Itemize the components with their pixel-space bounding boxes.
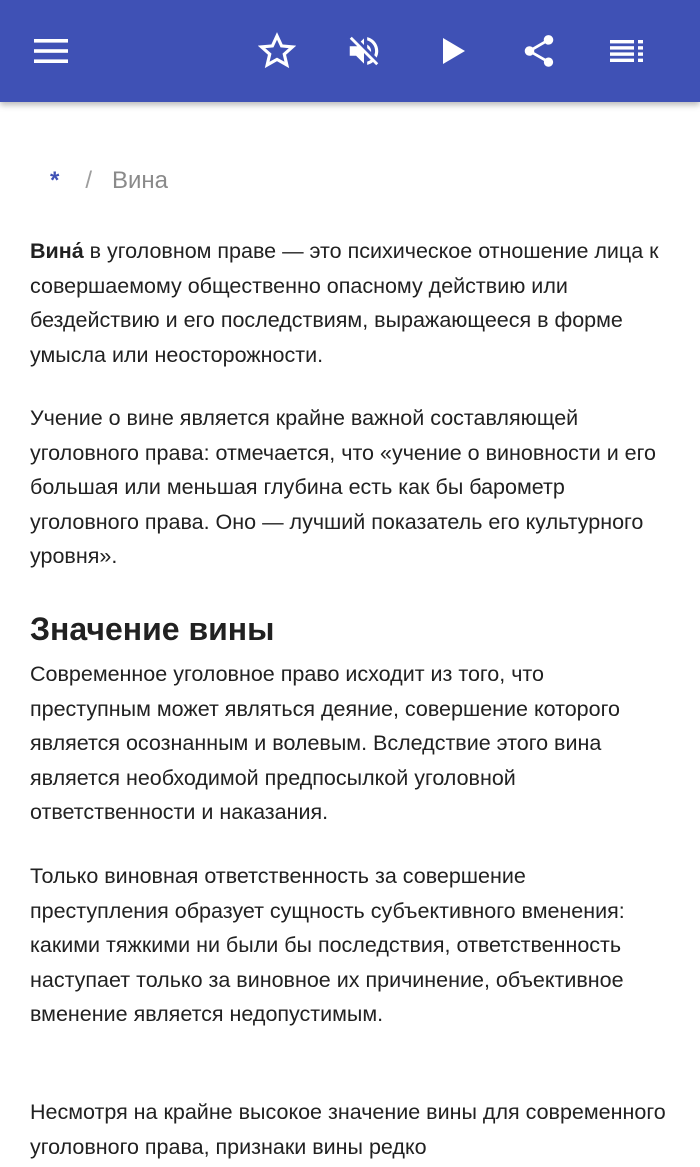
playlist-icon [610, 40, 644, 62]
play-button[interactable] [424, 21, 484, 81]
paragraph: Современное уголовное право исходит из того, что преступным может являться деяние, совершение которого является осознанным и волевым. Вследствие этого вина является необходимой предпосылкой уголовной ответственности и наказания. [30, 662, 620, 824]
menu-icon [34, 39, 68, 63]
mute-button[interactable] [334, 21, 394, 81]
menu-button[interactable] [21, 21, 81, 81]
paragraph: Только виновная ответственность за совершение преступления образует сущность субъективного вменения: какими тяжкими ни были бы последствия, ответственность наступает только за виновное их причинение, объективное вменение является недопустимым. [30, 864, 625, 1026]
app-bar [0, 0, 700, 102]
breadcrumb-home-link[interactable]: * [50, 167, 60, 194]
intro-paragraph [30, 234, 670, 372]
breadcrumb [50, 166, 168, 196]
star-outline-icon [258, 32, 296, 70]
article-content [30, 102, 670, 1167]
share-button[interactable] [509, 21, 569, 81]
share-icon [520, 32, 558, 70]
paragraph: Несмотря на крайне высокое значение вины для современного уголовного права, признаки вины редко [30, 1100, 666, 1159]
bookmark-button[interactable] [247, 21, 307, 81]
section-heading: Значение вины [30, 611, 275, 647]
article-term: Вина́ [30, 239, 84, 263]
play-icon [441, 37, 467, 65]
contents-button[interactable] [597, 21, 657, 81]
volume-off-icon [345, 32, 383, 70]
breadcrumb-current: Вина [112, 167, 169, 194]
intro-text: в уголовном праве — это психическое отношение лица к совершаемому общественно опасному действию или бездействию и его последствиям, выражающееся в форме умысла или неосторожности. [30, 239, 659, 367]
paragraph: Учение о вине является крайне важной составляющей уголовного права: отмечается, что «учение о виновности и его большая или меньшая глубина есть как бы барометр уголовного права. Оно — лучший показатель его культурного уровня». [30, 406, 656, 568]
breadcrumb-separator: / [85, 167, 93, 194]
